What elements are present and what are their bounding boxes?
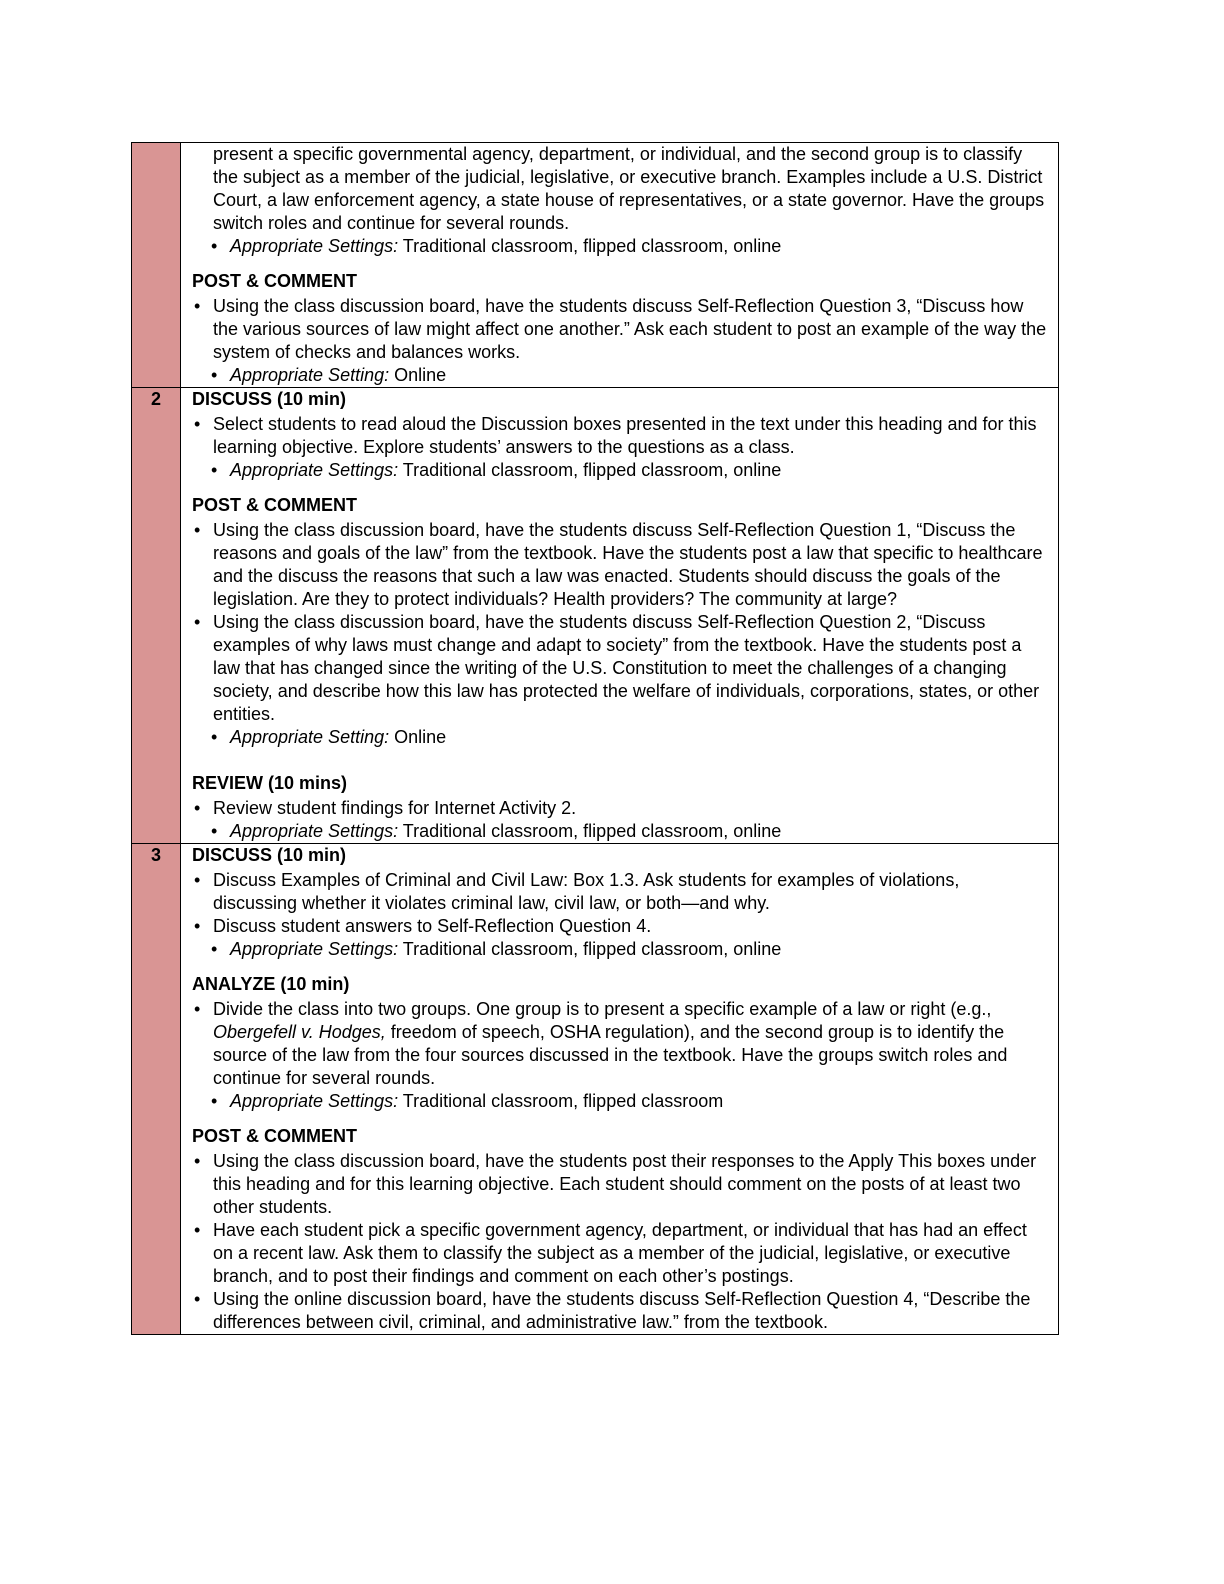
- setting-value: Online: [389, 365, 447, 385]
- bullet-item: • Using the class discussion board, have the students discuss Self-Reflection Question 1, “Discuss the reasons and goals of the law” from the textbook. Have the students post a law that specific to healthcare and the discuss the reasons that such a law was enacted. Students should discuss the goals of the legislation. Are they to protect individuals? Health providers? The community at large?: [192, 519, 1048, 611]
- activity-section: [192, 973, 1048, 1113]
- setting-value: Traditional classroom, flipped classroom: [398, 1091, 724, 1111]
- bullet-item: • Have each student pick a specific government agency, department, or individual that has had an effect on a recent law. Ask them to classify the subject as a member of the judicial, legislative, or executive branch, and to post their findings and comment on each other’s postings.: [192, 1219, 1048, 1288]
- setting-label: Appropriate Settings:: [230, 236, 399, 256]
- section-heading: POST & COMMENT: [192, 1126, 357, 1146]
- lesson-row: [132, 143, 1059, 388]
- lesson-plan-table: [131, 142, 1059, 1335]
- bullet-item: • Using the class discussion board, have the students discuss Self-Reflection Question 2, “Discuss examples of why laws must change and adapt to society” from the textbook. Have the students post a law that has changed since the writing of the U.S. Constitution to meet the challenges of a changing society, and describe how this law has protected the welfare of individuals, corporations, states, or other entities.: [192, 611, 1048, 726]
- session-number: 2: [132, 388, 181, 844]
- section-heading: DISCUSS (10 min): [192, 389, 347, 409]
- activity-section: [192, 772, 1048, 843]
- bullet-list: [192, 869, 1048, 938]
- lesson-row: [132, 388, 1059, 844]
- setting-value: Traditional classroom, flipped classroom, online: [398, 939, 782, 959]
- appropriate-setting: [192, 1090, 1048, 1113]
- appropriate-setting: [192, 726, 1048, 749]
- appropriate-setting: [192, 938, 1048, 961]
- appropriate-setting: [192, 235, 1048, 258]
- appropriate-setting: [192, 364, 1048, 387]
- setting-value: Traditional classroom, flipped classroom, online: [398, 236, 782, 256]
- case-name: Obergefell v. Hodges,: [213, 1022, 386, 1042]
- bullet-item: • Using the class discussion board, have the students post their responses to the Apply This boxes under this heading and for this learning objective. Each student should comment on the posts of at least two other students.: [192, 1150, 1048, 1219]
- setting-value: Traditional classroom, flipped classroom, online: [398, 460, 782, 480]
- activity-section: [192, 270, 1048, 387]
- bullet-item: • Using the online discussion board, have the students discuss Self-Reflection Question 4, “Describe the differences between civil, criminal, and administrative law.” from the textbook.: [192, 1288, 1048, 1334]
- appropriate-setting: [192, 459, 1048, 482]
- bullet-item: • Discuss student answers to Self-Reflection Question 4.: [192, 915, 1048, 938]
- section-heading: REVIEW (10 mins): [192, 773, 348, 793]
- bullet-item: • Discuss Examples of Criminal and Civil Law: Box 1.3. Ask students for examples of violations, discussing whether it violates criminal law, civil law, or both—and why.: [192, 869, 1048, 915]
- bullet-list: [192, 413, 1048, 459]
- setting-value: Traditional classroom, flipped classroom, online: [398, 821, 782, 841]
- setting-label: Appropriate Settings:: [230, 821, 399, 841]
- bullet-text: Divide the class into two groups. One group is to present a specific example of a law or right (e.g.,: [213, 999, 992, 1019]
- bullet-item: • Select students to read aloud the Discussion boxes presented in the text under this heading and for this learning objective. Explore students’ answers to the questions as a class.: [192, 413, 1048, 459]
- section-heading: POST & COMMENT: [192, 271, 357, 291]
- bullet-item: • Review student findings for Internet Activity 2.: [192, 797, 1048, 820]
- setting-label: Appropriate Settings:: [230, 460, 399, 480]
- session-number: 3: [132, 844, 181, 1335]
- activity-cell: [181, 844, 1059, 1335]
- bullet-item: present a specific governmental agency, department, or individual, and the second group is to classify the subject as a member of the judicial, legislative, or executive branch. Examples include a U.S. District Court, a law enforcement agency, a state house of representatives, or a state governor. Have the groups switch roles and continue for several rounds.: [213, 144, 1045, 233]
- bullet-list: [192, 519, 1048, 726]
- section-heading: DISCUSS (10 min): [192, 845, 347, 865]
- bullet-list: [192, 1150, 1048, 1334]
- activity-section: [192, 494, 1048, 749]
- lesson-plan-body: [132, 143, 1059, 1335]
- bullet-item: • Using the class discussion board, have the students discuss Self-Reflection Question 3, “Discuss how the various sources of law might affect one another.” Ask each student to post an example of the way the system of checks and balances works.: [192, 295, 1048, 364]
- bullet-list: [192, 797, 1048, 820]
- appropriate-setting: [192, 820, 1048, 843]
- activity-section: [192, 844, 1048, 961]
- setting-label: Appropriate Setting:: [230, 365, 390, 385]
- session-number: [132, 143, 181, 388]
- activity-section: [192, 1125, 1048, 1334]
- activity-section: [192, 143, 1048, 258]
- bullet-list: [192, 998, 1048, 1090]
- lesson-row: [132, 844, 1059, 1335]
- bullet-list: [192, 143, 1048, 235]
- bullet-list: [192, 295, 1048, 364]
- setting-label: Appropriate Settings:: [230, 939, 399, 959]
- section-heading: ANALYZE (10 min): [192, 974, 350, 994]
- setting-label: Appropriate Setting:: [230, 727, 390, 747]
- activity-section: [192, 388, 1048, 482]
- activity-cell: [181, 143, 1059, 388]
- section-heading: POST & COMMENT: [192, 495, 357, 515]
- bullet-item: [192, 998, 1048, 1090]
- bullet-text: freedom of speech, OSHA regulation), and the second group is to identify the source of the law from the four sources discussed in the textbook. Have the groups switch roles and continue for several rounds.: [213, 1022, 1008, 1088]
- setting-value: Online: [389, 727, 447, 747]
- activity-cell: [181, 388, 1059, 844]
- setting-label: Appropriate Settings:: [230, 1091, 399, 1111]
